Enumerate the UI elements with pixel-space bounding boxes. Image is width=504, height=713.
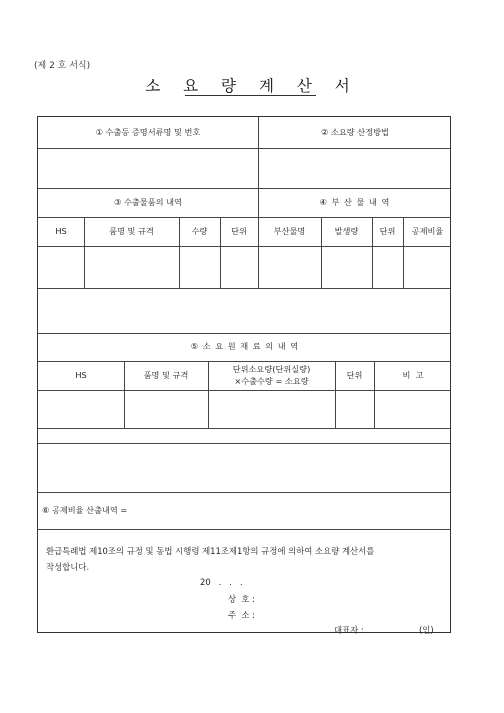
rule-9 [38, 428, 450, 429]
col-generated-amount: 발생량 [334, 225, 359, 236]
title-underline [185, 95, 316, 96]
calc-method-header: ② 소요량 산정방법 [321, 126, 389, 137]
col-item-spec: 품명 및 규격 [109, 225, 154, 236]
s3-col-item-spec: 품명 및 규격 [143, 369, 189, 380]
col-unit-2: 단위 [379, 225, 396, 236]
divider-mid-cols [258, 246, 259, 288]
s3-col-formula [208, 361, 335, 390]
rule-5 [38, 288, 450, 289]
s3-col-remarks: 비 고 [402, 369, 424, 380]
raw-materials-header: ⑤ 소 요 원 재 료 의 내 역 [190, 341, 300, 352]
company-name-label: 상 호 : [228, 594, 255, 604]
form-number-label: (제 2 호 서식) [34, 61, 91, 71]
declaration-date: 20 . . . [200, 577, 243, 587]
deduction-calc-label: ⑥ 공제비율 산출내역 = [42, 504, 128, 515]
declaration-line2: 작성합니다. [46, 562, 90, 572]
s3-col-formula-line1: 단위소요량(단위실량) [232, 364, 311, 375]
byproduct-header: ④ 부 산 물 내 역 [319, 196, 391, 207]
s3-col-formula-line2: ×수출수량 = 소요량 [234, 375, 309, 386]
export-docs-header: ① 수출등 증명서류명 및 번호 [95, 126, 201, 137]
rule-4 [38, 246, 450, 247]
s3-col-hs: HS [75, 369, 87, 380]
rule-10 [38, 443, 450, 444]
document-title: 소 요 량 계 산 서 [145, 77, 359, 95]
col-hs: HS [55, 225, 67, 236]
col-byproduct-name: 부산물명 [273, 225, 306, 236]
rule-1 [38, 148, 450, 149]
export-goods-header: ③ 수출물품의 내역 [114, 196, 182, 207]
rule-12 [38, 529, 450, 530]
s3-col-unit: 단위 [346, 369, 363, 380]
seal-mark: (인) [419, 625, 434, 635]
representative-label: 대표자 : [334, 625, 364, 635]
col-quantity: 수량 [191, 225, 208, 236]
col-deduction-rate: 공제비율 [411, 225, 444, 236]
rule-8 [38, 390, 450, 391]
col-unit: 단위 [231, 225, 247, 236]
form-table [37, 116, 451, 633]
address-label: 주 소 : [228, 610, 255, 620]
declaration-line1: 환급특례법 제10조의 규정 및 동법 시행령 제11조제1항의 규정에 의하여 소요량 계산서를 [46, 546, 375, 556]
